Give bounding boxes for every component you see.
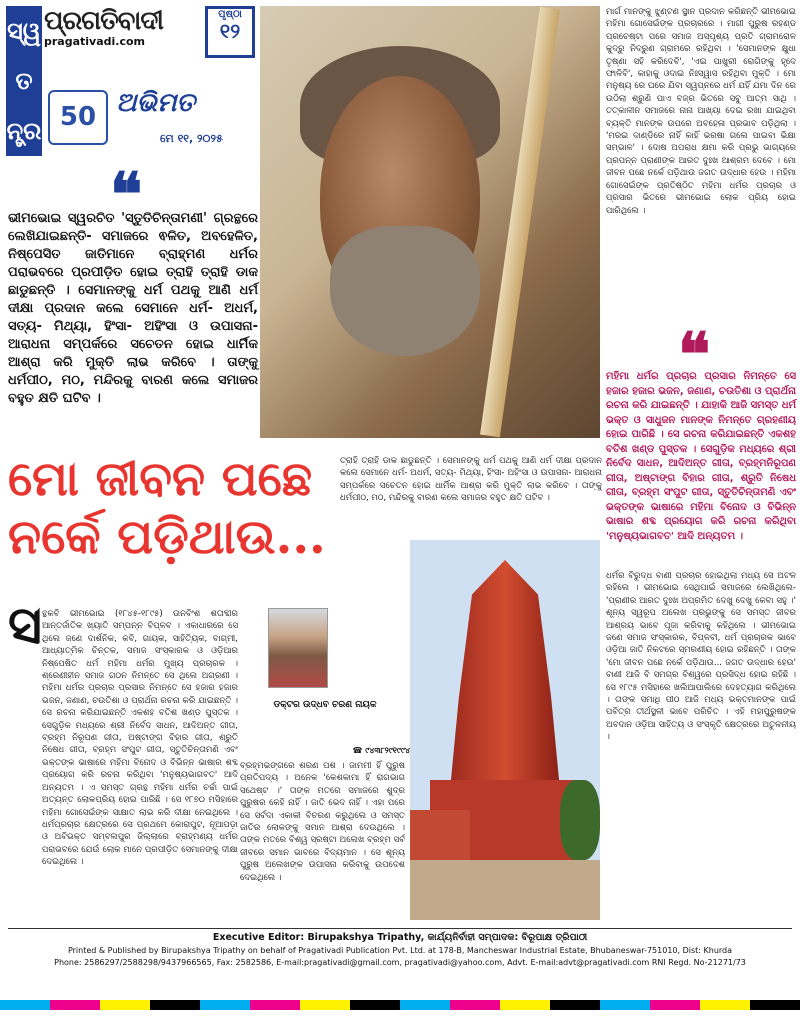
author-name: ଡକ୍ଟର ଉଦ୍ଧବ ଚରଣ ନାୟକ	[273, 700, 377, 710]
temple-spire	[450, 560, 560, 790]
issue-date: ମେ ୧୧, ୨୦୨୫	[160, 132, 223, 145]
tree	[560, 780, 600, 860]
page-number-box	[205, 6, 255, 58]
right-column-2: ଧର୍ମର ବିରୁଦ୍ଧ ବାଣୀ ପ୍ରଚାର ହୋଇଥିଲା ମଧ୍ୟ ସେ ଅଟଳ ରହିଲେ । ଭୀମଭୋଇ ସେଥିପାଇଁ ସମାଜରେ ଲେଖିଥିଲେ- 'ପ୍ରାଣୀର ଆରତ ଦୁଃଖ ଅପ୍ରମିତ ଦେଖୁ ଦେଖୁ କେବା ସହୁ ।' ଶୂନ୍ୟ ସ୍ୱରୂପ ଅଲେଖ ପ୍ରଭୁଙ୍କୁ ସେ ସମସ୍ତ ଜୀବର ଆଶ୍ରୟ ଭାବେ ପୂଜା କରିବାକୁ କହିଥିଲେ । ଭୀମଭୋଇ ଜଣେ ସମାଜ ସଂସ୍କାରକ, ବିପ୍ଳବୀ, ଧର୍ମ ପ୍ରଚାରକ ଭାବେ ଓଡ଼ିଆ ଜାତି ନିକଟରେ ସ୍ମରଣୀୟ ହୋଇ ରହିଛନ୍ତି । ତାଙ୍କ 'ମୋ ଜୀବନ ପଛେ ନର୍କେ ପଡ଼ିଥାଉ... ଜଗତ ଉଦ୍ଧାର ହେଉ' ବାଣୀ ଆଜି ବି ସମଗ୍ର ବିଶ୍ୱରେ ପ୍ରସିଦ୍ଧ ହୋଇ ରହିଛି । ସେ ୧୮୯୫ ମସିହାରେ ଖଲିଆପାଲିରେ ଦେହତ୍ୟାଗ କରିଥିଲେ । ତାଙ୍କ ସମାଧି ପୀଠ ଆଜି ମଧ୍ୟ ଭକ୍ତମାନଙ୍କ ପାଇଁ ପବିତ୍ର ତୀର୍ଥସ୍ଥଳୀ ଭାବେ ପରିଚିତ । ଏହି ମହାପୁରୁଷଙ୍କ ଅବଦାନ ଓଡ଼ିଆ ସାହିତ୍ୟ ଓ ସଂସ୍କୃତି କ୍ଷେତ୍ରରେ ଅତୁଳନୀୟ ।	[606, 571, 796, 743]
page-label: ପୃଷ୍ଠା	[218, 9, 242, 20]
portrait-illustration	[260, 6, 600, 438]
left-column-body	[8, 608, 238, 920]
vertical-title-char: ସ୍ୱ	[7, 17, 41, 45]
editor-line: Executive Editor: Birupakshya Tripathy, କାର୍ଯ୍ୟନିର୍ବାହୀ ସମ୍ପାଦକ: ବିରୂପାକ୍ଷ ତ୍ରିପାଠୀ	[212, 932, 588, 943]
left-column-text: ନ୍ଥକବି ଭୀମଭୋଇ (୧୮୪୫-୧୮୯୫) ଉନବିଂଶ ଶତାବ୍ଦୀର ଆନ୍ତର୍ଜାତିକ ଖ୍ୟାତି ସମ୍ପନ୍ନ ବିପ୍ଳବ । ଏକାଧାରରେ ସେ ଥିଲେ ଜଣେ ଦାର୍ଶନିକ, କବି, ଗାୟକ, ସାହିତ୍ୟିକ, ବାଗ୍ମୀ, ଆଧ୍ୟାତ୍ମିକ ଚିନ୍ତକ, ସମାଜ ସଂସ୍କାରକ ଓ ଓଡ଼ିଆର ନିଷ୍ପେଷିତ ଧର୍ମ ମହିମା ଧର୍ମର ମୁଖ୍ୟ ପ୍ରଚାରକ । ଶ୍ରେଣୀହୀନ ସମାଜ ଗଠନ ନିମନ୍ତେ ସେ ଥିଲେ ଅଗ୍ରଣୀ । ମହିମା ଧର୍ମର ପ୍ରଚାର ପ୍ରସାର ନିମନ୍ତେ ସେ ହଜାର ହଜାର ଭଜନ, ଜଣାଣ, ଚଉତିଶା ଓ ପ୍ରାର୍ଥନା ରଚନା କରି ଯାଇଛନ୍ତି । ସେ ରଚନା କରିଯାଇଛନ୍ତି ଏକଶହ ବତିଶ ଖଣ୍ଡ ପୁସ୍ତକ । ସେଗୁଡ଼ିକ ମଧ୍ୟରେ ଶ୍ରୀ ନିର୍ବେଦ ସାଧନ, ଆଦିଅନ୍ତ ଗୀତା, ବ୍ରହ୍ମ ନିରୂପଣ ଗୀତା, ଅଷ୍ଟାଙ୍ଗ ବିହାର ଗୀତା, ଶ୍ରୁତି ନିଷେଧ ଗୀତା, ବ୍ରହ୍ମ ସଂପୁଟ ଗୀତା, ସ୍ତୁତିଚିନ୍ତାମଣି ଏବଂ ଭକ୍ତଙ୍କ ଭାଷାରେ ମହିମା ବିନୋଦ ଓ ବିଭିନ୍ନ ଭାଷାର ଶବ୍ଦ ପ୍ରୟୋଗ କରି ରଚନା କରିଥିବା 'ମନୁଷ୍ୟଭାଗବତ' ଆଦି ଅନ୍ୟତମ । ଏ ସମସ୍ତ ଗ୍ରନ୍ଥ ମହିମା ଧର୍ମର ଚର୍ଚ୍ଚା ପାଇଁ ଅତ୍ୟନ୍ତ ଲୋକପ୍ରିୟ ହୋଇ ପାରିଛି । ସେ ୧୮୭୦ ମସିହାରେ ମହିମା ଗୋସେଇଁଙ୍କ ସାକ୍ଷାତ ଲାଭ କରି ଦୀକ୍ଷା ନେଇଥିଲେ । ଧର୍ମପ୍ରଚାର କ୍ଷେତ୍ରରେ ସେ ପ୍ରଥମେ କୋରାପୁଟ, ନୂଆପଡ଼ା ଓ ଅବିଭକ୍ତ ସମ୍ବଲପୁର ଜିଲ୍ଲାରେ ବ୍ରାହ୍ମଣ୍ୟ ଧର୍ମର ପରାଭବରେ ଯେଉଁ ଲୋକ ମାନେ ପ୍ରପୀଡ଼ିତ ସେମାନଙ୍କୁ ଦୀକ୍ଷା ଦେଇଥିଲେ ।	[42, 609, 238, 868]
quote-mark-icon: ❝	[110, 160, 143, 230]
author-phone: ☎ ୯୪୩୮୨୯୧୯୯୪	[352, 746, 410, 755]
imprint-line-2: Phone: 2586297/2588298/9437966565, Fax: 2582586, E-mail:pragativadi@gmail.com, pragativadi@yahoo.com, Advt. E-mail:advt@pragativadi.com RNI Regd. No-21271/73	[54, 958, 746, 967]
vertical-title-char: ତ	[15, 67, 33, 95]
website-label: pragativadi.com	[44, 35, 146, 48]
pull-quote-1: ଭୀମଭୋଇ ସ୍ୱରଚିତ 'ସ୍ତୁତିଚିନ୍ତାମଣୀ' ଗ୍ରନ୍ଥରେ ଲେଖିଯାଇଛନ୍ତି- ସମାଜରେ ଵଳିତ, ଅବହେଳିତ, ନିଷ୍ପେସିତ ଜାତିମାନେ ବ୍ରାହ୍ମଣ ଧର୍ମର ପରାଭବରେ ପ୍ରପୀଡ଼ିତ ହୋଇ ତ୍ରାହି ତ୍ରାହି ଡାକ ଛାଡୁଛନ୍ତି । ସେମାନଙ୍କୁ ଧର୍ମ ପଥକୁ ଆଣି ଧର୍ମ ଦୀକ୍ଷା ପ୍ରଦାନ କଲେ ସେମାନେ ଧର୍ମ- ଅଧର୍ମ, ସତ୍ୟ- ମିଥ୍ୟା, ହିଂସା- ଅହିଂସା ଓ ଉପାସନା- ଆରାଧନା ସମ୍ପର୍କରେ ସଚେତନ ହୋଇ ଧାର୍ମିକ ଆଶ୍ରା କରି ମୁକ୍ତି ଲାଭ କରିବେ । ତାଙ୍କୁ ଧର୍ମପୀଠ, ମଠ, ମନ୍ଦିରକୁ ବାରଣ କଲେ ସମାଜର ବହୁତ କ୍ଷତି ଘଟିବ ।	[8, 211, 258, 406]
author-avatar	[268, 608, 328, 688]
anniversary-logo: 50	[48, 90, 108, 145]
print-color-bar	[0, 1000, 800, 1010]
pull-quote-2: ମହିମା ଧର୍ମର ପ୍ରଚାର ପ୍ରସାର ନିମନ୍ତେ ସେ ହଜାର ହଜାର ଭଜନ, ଜଣାଣ, ଚଉତିଶା ଓ ପ୍ରାର୍ଥନା ରଚନା କରି ଯାଇଛନ୍ତି । ଯାହାକି ଆଜି ସମସ୍ତ ଧର୍ମ ଭକ୍ତ ଓ ସାଧୁଜନ ମାନଙ୍କ ନିମନ୍ତେ ଗ୍ରହଣୀୟ ହୋଇ ପାରିଛି । ସେ ରଚନା କରିଯାଇଛନ୍ତି ଏକଶହ ବତିଶ ଖଣ୍ଡ ପୁସ୍ତକ । ସେଗୁଡ଼ିକ ମଧ୍ୟରେ ଶ୍ରୀ ନିର୍ବେଦ ସାଧନ, ଆଦିଅନ୍ତ ଗୀତା, ବ୍ରହ୍ମନିରୂପଣ ଗୀତା, ଅଷ୍ଟାଙ୍ଗ ବିହାର ଗୀତା, ଶ୍ରୁତି ନିଷେଧ ଗୀତା, ବ୍ରହ୍ମ ସଂପୁଟ ଗୀତା, ସ୍ତୁତିଚିନ୍ତାମଣି ଏବଂ ଭକ୍ତଙ୍କ ଭାଷାରେ ମହିମା ବିନୋଦ ଓ ବିଭିନ୍ନ ଭାଷାର ଶବ୍ଦ ପ୍ରୟୋଗ କରି ରଚନା କରିଥିବା 'ମନୁଷ୍ୟଭାଗବତ' ଆଦି ଅନ୍ୟତମ ।	[606, 371, 796, 542]
drop-cap: ସ	[8, 595, 42, 656]
vertical-title-band	[6, 6, 42, 156]
middle-text-1: ତ୍ରାହି ତ୍ରାହି ଡାକ ଛାଡୁଛନ୍ତି । ସେମାନଙ୍କୁ ଧର୍ମ ପଥକୁ ଆଣି ଧର୍ମ ଦୀକ୍ଷା ପ୍ରଦାନ କଲେ ସେମାନେ ଧର୍ମ- ଅଧର୍ମ, ସତ୍ୟ- ମିଥ୍ୟା, ହିଂସା- ଅହିଂସା ଓ ଉପାସନା- ଆରାଧନା ସମ୍ପର୍କରେ ସଚେତନ ହୋଇ ଧାର୍ମିକ ଆଶ୍ରା କରି ମୁକ୍ତି ଲାଭ କରିବେ । ତାଙ୍କୁ ଧର୍ମପୀଠ, ମଠ, ମନ୍ଦିରକୁ ବାରଣ କଲେ ସମାଜର ବହୁତ କ୍ଷତି ଘଟିବ ।	[340, 456, 602, 504]
right-column-1: ମାର୍ଗ ମାନଙ୍କୁ ଝୁଣ୍ଟଣ ସ୍ଥାନ ପ୍ରଦାନ କରିଛନ୍ତି ଭୀମଭୋଇ ମହିମା ଗୋସେଇଁଙ୍କ ପ୍ରଚାରରେ । ମାଗୀ ପୁରୁଷ ରହଣ୍ଡ ପ୍ରଚେଷ୍ଟା ପରେ ସମାଜ ଅସ୍ପୃଶ୍ୟ ପ୍ରତି ଗ୍ରାମରୋଳ କୁଦ୍ରୁ ନିଦ୍ରୁଣ ଗ୍ରାମରେ ରହିଥିବା । 'ସେମାନଙ୍କ କ୍ଷୁଧା ତୃଷ୍ଣା ସହି କରିଦେବି', 'ଏଇ ପାଖୁରୀ ରୋଗିଙ୍କୁ ହୃଦେ ଫାଳିବି', କାହାକୁ ଓଦାଇ ନିଃସ୍ୱାସ ରହିଥିବା ମୁକ୍ତି । ମୋ ମନୁଷ୍ୟ ରେ ଘରେ ଯିବା ସ୍ୱପ୍ନରେ ଧର୍ମ ଯହିଁ ଯମା ଦିନ ରେ ଉଠିଲା ଶ୍ରୁଣି ପାଏ ବଜ୍ର ଭିତରେ ସବୁ ଆତ୍ମ ସାଥି । ତତ୍କାଳୀନ ସମାଜରେ ନାନା ଆଖ୍ୟା ଦେଇ ରଖା ଯାଇଥିବା ବ୍ୟକ୍ତି ମାନଙ୍କ ଉପରେ ଅବହେଳା ପ୍ରଭାବ ପଡ଼ିଥିଲା । 'ମରଇ ଦାଣ୍ଡିରେ ନାହିଁ କାହିଁ ଭରଷା ଗଲେ ପାଇବା ଭିକ୍ଷା ସମ୍ଭାଳ' । ଦୋଷ ଅପରାଧ କ୍ଷମା କରି ପ୍ରଭୁ ଭାଗ୍ୟରେ ପ୍ରପନ୍ନ ପ୍ରାଣୀଙ୍କ ଆରତ ଦୁଃଖ ଆଶ୍ରମ ଦେବେ । ମୋ ଜୀବନ ପଛେ ନର୍କେ ପଡ଼ିଥାଉ ଜଗତ ଉଦ୍ଧାର ହେଉ । ମହିମା ଗୋସେଇଁଙ୍କ ପ୍ରତିଷ୍ଠିତ ମହିମା ଧର୍ମର ପ୍ରଚାର ଓ ପ୍ରସାର ଭିତରେ ଭୀମଭୋଇ ଲୋକ ପ୍ରିୟ ହୋଇ ପାରିଥିଲେ ।	[606, 7, 796, 216]
portrait-staff	[480, 7, 560, 438]
imprint-line-1: Printed & Published by Birupakshya Tripathy on behalf of Pragativadi Publication Pvt. Ltd. at 178-B, Mancheswar Industrial Estate, Bhubaneswar-751010, Dist: Khurda	[67, 946, 733, 955]
vertical-title-char: ନ୍ତ୍ର	[6, 117, 42, 145]
portrait-beard	[330, 226, 480, 356]
temple-photo	[410, 540, 600, 920]
newspaper-logo: ପ୍ରଗତିବାଦୀ	[44, 6, 163, 36]
quote-mark-icon: ❝	[678, 320, 711, 390]
page-number: ୧୨	[219, 19, 241, 43]
section-title: ଅଭିମତ	[116, 88, 195, 118]
middle-column-body: ବ୍ରହ୍ମଭଙ୍ଗରେ ଶରଣ ପଶ । ଜାମମୀ ହିଁ ପୁରୁଷ ପ୍ରତିପଦ୍ୟ । ଅନେକ 'କେଶକାମା ହିଁ ରାଗଭାଗ ସଥେଷ୍ଟ ।' ତାଙ୍କ ମତରେ ସମାଜରେ ଶୁଦ୍ର ପୁରୁଷର କେହି ନାହିଁ । ଜାତି ଭେଦ ନାହିଁ । ଏହା ପରେ ସେ ସର୍ବଦା ଏକାକୀ ବିଚରଣ କରୁଥିଲେ ଓ ସମସ୍ତ ଜାତିର ଲୋକଙ୍କୁ ସମାନ ଆଶ୍ରା ଦେଉଥିଲେ । ତାଙ୍କ ମତରେ ବିଶ୍ୱ ସ୍ରଷ୍ଟା ଅଲେଖ ବ୍ରହ୍ମ ସର୍ବ ଜୀବରେ ସମାନ ଭାବରେ ବିଦ୍ୟମାନ । ସେ ଶୂନ୍ୟ ପୁରୁଷ ଅଲେଖଙ୍କ ଉପାସନା କରିବାକୁ ଉପଦେଶ ଦେଇଥିଲେ ।	[240, 761, 405, 883]
imprint-footer	[8, 928, 792, 988]
temple-ground	[410, 860, 600, 920]
article-headline: ମୋ ଜୀବନ ପଛେ ନର୍କେ ପଡ଼ିଥାଉ...	[8, 451, 326, 565]
